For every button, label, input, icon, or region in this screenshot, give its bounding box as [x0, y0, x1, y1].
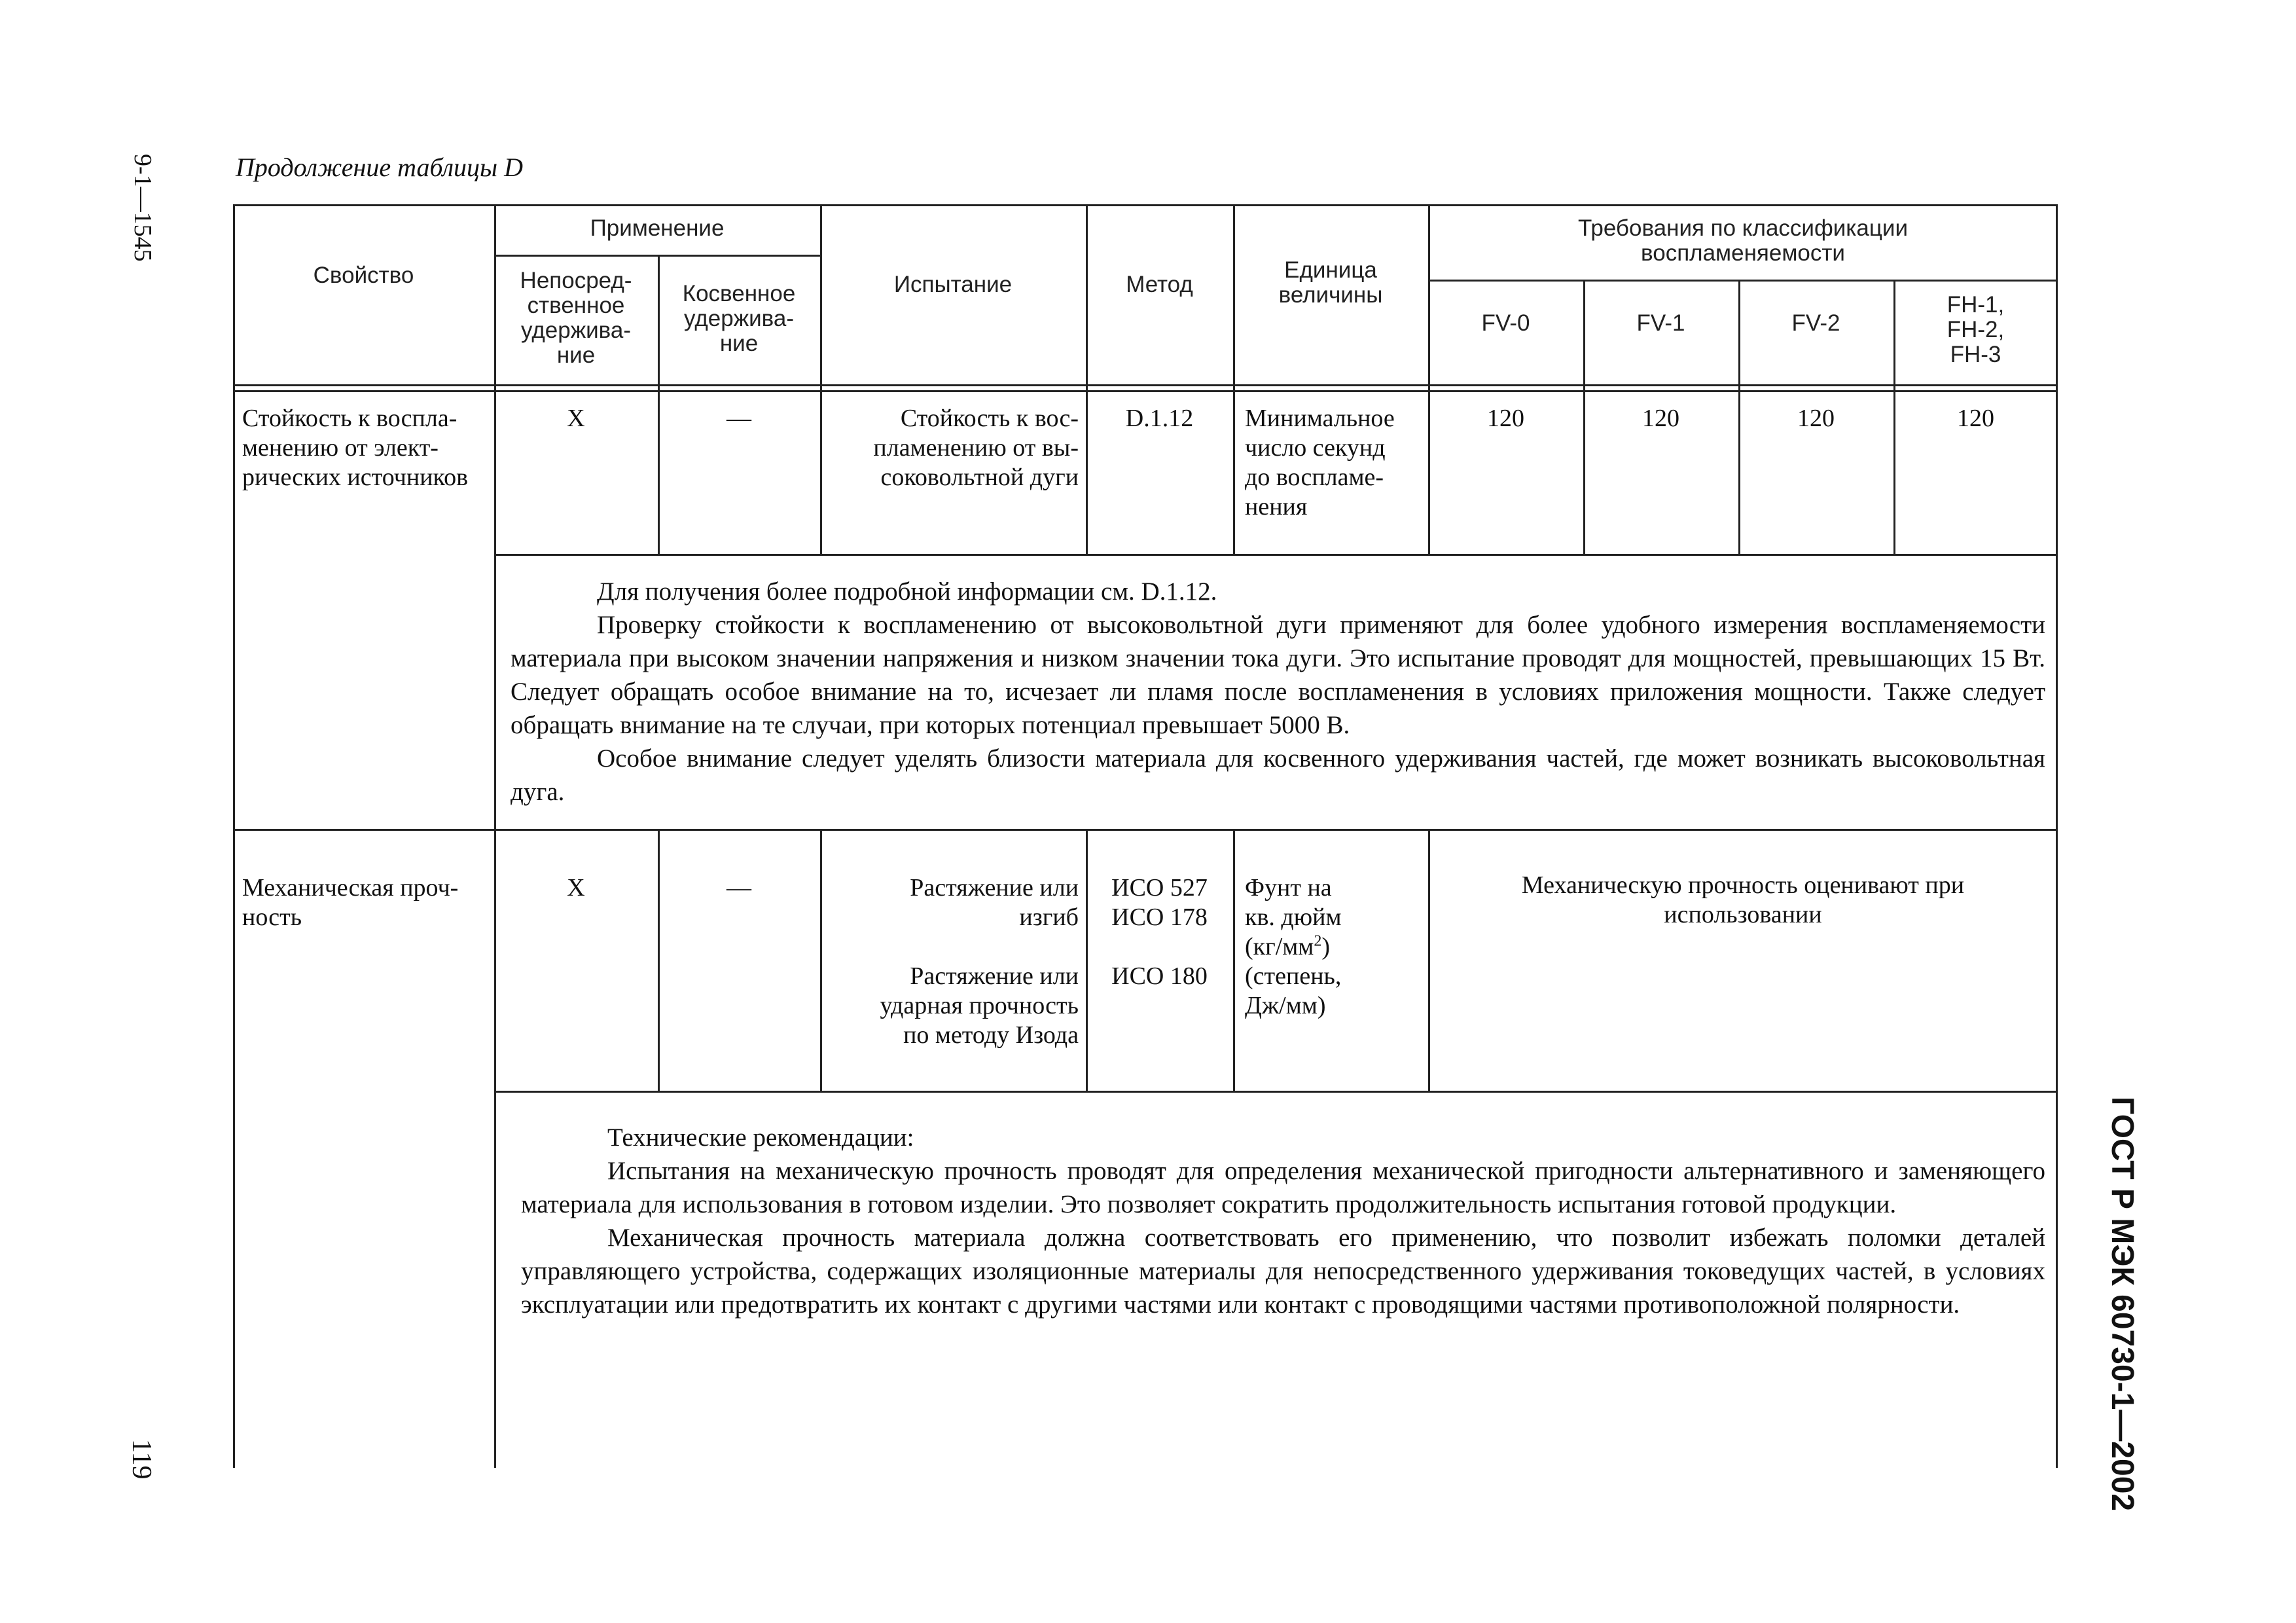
row2-col-direct-border: [658, 829, 660, 1091]
row2-unit-text: ) (степень, Дж/мм): [1245, 933, 1342, 1019]
margin-code: 9-1—1545: [129, 154, 156, 262]
row1-fv2: 120: [1797, 405, 1835, 432]
row2-direct: X: [567, 874, 585, 902]
header-indirect: Косвенное удержива- ние: [682, 281, 796, 356]
col-method-border: [1233, 204, 1235, 555]
header-fv1: FV-1: [1636, 310, 1685, 336]
header-test: Испытание: [893, 272, 1013, 297]
row2-note: [521, 1121, 2045, 1321]
header-fv0: FV-0: [1481, 310, 1530, 336]
row1-fh: 120: [1957, 405, 1994, 432]
row1-test: Стойкость к вос- пламенению от вы- соковольтной дуги: [873, 405, 1079, 491]
row2-col-indirect-border: [820, 829, 822, 1091]
table-caption: Продолжение таблицы D: [236, 153, 523, 182]
row2-test-izod: Растяжение или ударная прочность по методу Изода: [880, 962, 1079, 1049]
header-unit: Единица величины: [1278, 257, 1383, 308]
row2-note-paragraph: Механическая прочность материала должна соответствовать его применению, что позволит избежать поломки деталей управляющего устройства, содержащих изоляционные материалы для непосредственного удерживания токоведущих частей, в условиях эксплуатации или предотвратить их контакт с другими частями или контакт с проводящими частями противоположной полярности.: [521, 1224, 2045, 1319]
row2-unit-superscript: 2: [1314, 932, 1322, 950]
col-test-border: [1086, 204, 1088, 555]
header-application: Применение: [590, 215, 725, 241]
application-divider: [494, 255, 820, 257]
row1-method: D.1.12: [1125, 405, 1194, 432]
header-fh: FH-1, FH-2, FH-3: [1946, 292, 2005, 367]
row2-test-tension-bending: Растяжение или изгиб: [910, 874, 1079, 931]
header-bottom-rule-2: [233, 390, 2058, 392]
header-direct: Непосред- ственное удержива- ние: [520, 268, 632, 368]
row2-method-iso180: ИСО 180: [1111, 962, 1208, 990]
row1-unit: Минимальное число секунд до воспламе- нения: [1245, 405, 1395, 520]
requirements-divider: [1428, 280, 2058, 282]
row1-note: [511, 575, 2045, 809]
table-top-border: [233, 204, 2058, 206]
row1-fv0: 120: [1487, 405, 1524, 432]
row1-indirect: —: [726, 405, 751, 432]
row1-fv1: 120: [1642, 405, 1679, 432]
row2-unit: [1245, 873, 1425, 1021]
row1-note-paragraph: Для получения более подробной информации см. D.1.12.: [597, 577, 1217, 606]
page-number: 119: [126, 1439, 156, 1480]
row2-col-unit-border: [1428, 829, 1430, 1091]
property-column-border: [494, 204, 496, 1468]
header-requirements: Требования по классификации воспламеняемости: [1577, 215, 1908, 266]
row2-method-iso527-178: ИСО 527 ИСО 178: [1111, 874, 1208, 931]
table-left-border: [233, 204, 235, 1468]
row2-property: Механическая проч- ность: [242, 874, 459, 931]
row1-note-divider: [494, 554, 2058, 556]
standard-designation: ГОСТ Р МЭК 60730-1—2002: [2105, 1097, 2140, 1512]
row-separator: [233, 829, 2058, 831]
row1-direct: X: [567, 405, 585, 432]
row1-property: Стойкость к воспла- менению от элект- рических источников: [242, 405, 469, 491]
row2-indirect: —: [726, 874, 751, 902]
header-property: Свойство: [313, 263, 414, 288]
row2-unit-text: Фунт на кв. дюйм (кг/мм: [1245, 874, 1342, 960]
header-fv2: FV-2: [1791, 310, 1840, 336]
row2-note-paragraph: Технические рекомендации:: [607, 1123, 914, 1152]
row2-note-paragraph: Испытания на механическую прочность проводят для определения механической пригодности альтернативного и заменяющего материала для использования в готовом изделии. Это позволяет сократить продолжительность испытания готовой продукции.: [521, 1157, 2045, 1218]
row1-note-paragraph: Особое внимание следует уделять близости материала для косвенного удерживания частей, где может возникать высоковольтная дуга.: [511, 744, 2045, 806]
row2-col-method-border: [1233, 829, 1235, 1091]
row2-col-test-border: [1086, 829, 1088, 1091]
row2-requirement: Механическую прочность оценивают при использовании: [1521, 871, 1965, 928]
row1-note-paragraph: Проверку стойкости к воспламенению от высоковольтной дуги применяют для более удобного измерения воспламеняемости материала при высоком значении напряжения и низком значении тока дуги. Это испытание проводят для мощностей, превышающих 15 Вт. Следует обращать особое внимание на то, исчезает ли пламя после воспламенения в условиях приложения мощности. Также следует обращать внимание на те случаи, при которых потенциал превышает 5000 В.: [511, 611, 2045, 739]
col-indirect-border: [820, 204, 822, 555]
row2-note-divider: [494, 1091, 2058, 1093]
requirements-table: [233, 204, 2058, 1468]
header-method: Метод: [1126, 272, 1193, 297]
header-bottom-rule-1: [233, 384, 2058, 386]
